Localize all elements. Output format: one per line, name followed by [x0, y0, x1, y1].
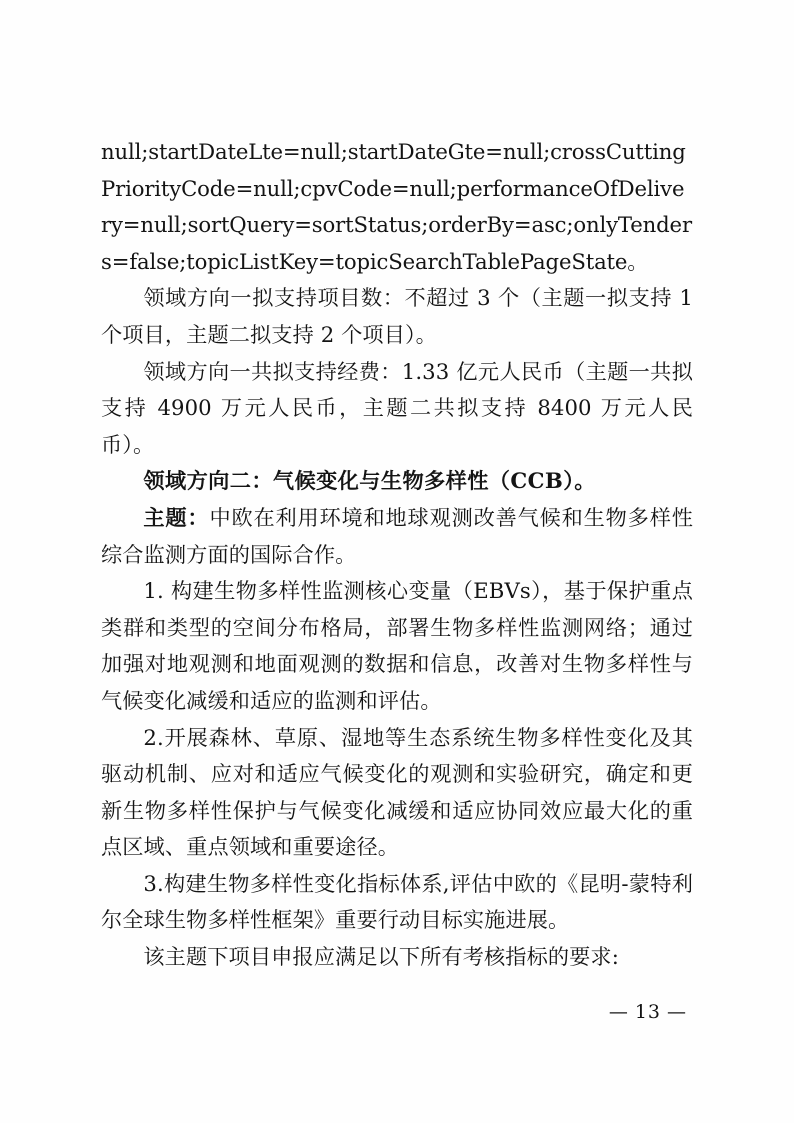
list-item-1: 1. 构建生物多样性监测核心变量（EBVs），基于保护重点类群和类型的空间分布格局，部署生物多样性监测网络；通过加强对地观测和地面观测的数据和信息，改善对生物多样性与气候变化减缓和适应的监测和评估。	[101, 578, 693, 713]
paragraph-closing-line: 该主题下项目申报应满足以下所有考核指标的要求:	[143, 944, 619, 970]
paragraph-topic	[101, 500, 693, 573]
footer-dash-right: —	[667, 1001, 687, 1023]
heading-direction-two: 领域方向二：气候变化与生物多样性（CCB）。	[143, 468, 596, 494]
paragraph-project-count: 领域方向一拟支持项目数：不超过 3 个（主题一拟支持 1 个项目，主题二拟支持 2 个项目）。	[101, 285, 693, 347]
page-number: 13	[634, 1001, 661, 1023]
paragraph-query-string: null;startDateLte=null;startDateGte=null;crossCuttingPriorityCode=null;cpvCode=null;performanceOfDelivery=null;sortQuery=sortStatus;orderBy=asc;onlyTenders=false;topicListKey=topicSearchTablePageState。	[101, 139, 692, 274]
list-item-2: 2.开展森林、草原、湿地等生态系统生物多样性变化及其驱动机制、应对和适应气候变化的观测和实验研究，确定和更新生物多样性保护与气候变化减缓和适应协同效应最大化的重点区域、重点领域和重要途径。	[101, 724, 693, 860]
topic-text: 中欧在利用环境和地球观测改善气候和生物多样性综合监测方面的国际合作。	[101, 504, 693, 567]
list-item-3: 3.构建生物多样性变化指标体系,评估中欧的《昆明-蒙特利尔全球生物多样性框架》重要行动目标实施进展。	[101, 870, 693, 933]
footer-dash-left: —	[608, 1001, 629, 1023]
topic-label: 主题：	[143, 504, 210, 530]
page-content	[101, 134, 693, 976]
paragraph-funding: 领域方向一共拟支持经费：1.33 亿元人民币（主题一共拟支持 4900 万元人民币，主题二共拟支持 8400 万元人民币）。	[101, 358, 693, 457]
page-footer	[101, 1000, 693, 1024]
